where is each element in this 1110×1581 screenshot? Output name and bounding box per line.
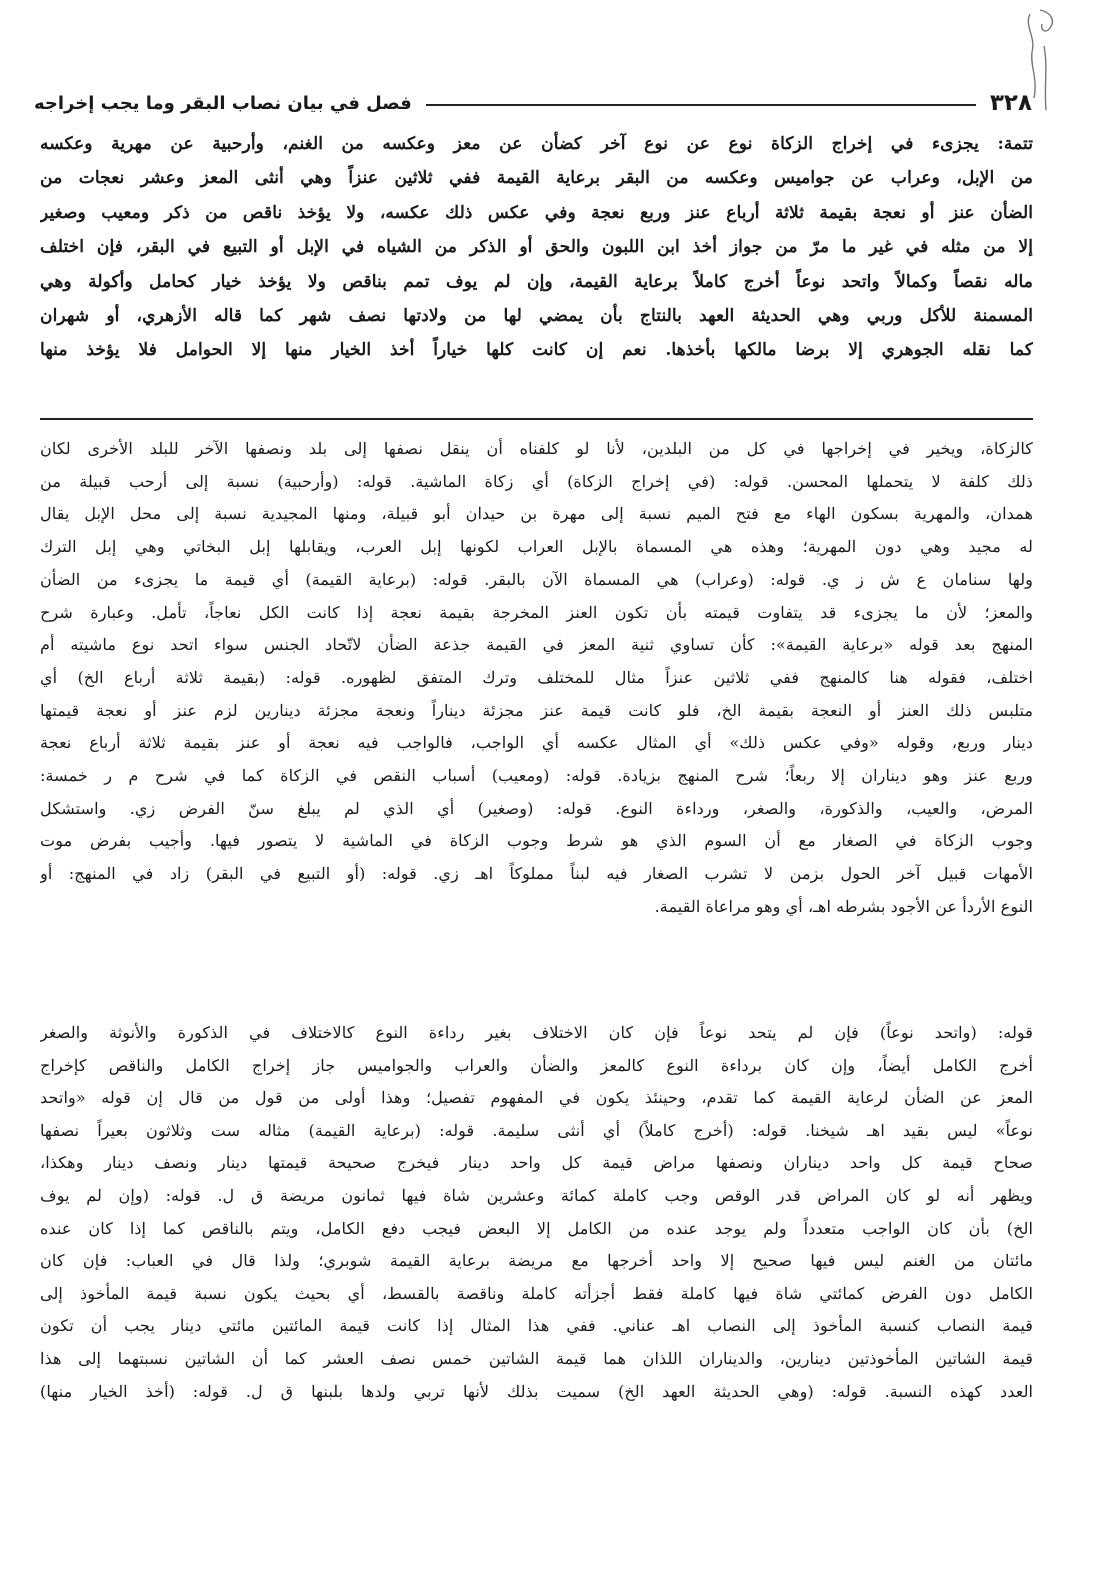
commentary-line: صحاح قيمة كل واحد ديناران ونصفها مراض قيمة كل واحد دينار فيخرج صحيحة قيمتها دينار ونصف دينار وهكذا،	[40, 1153, 1033, 1173]
commentary-line: كالزكاة، ويخير في إخراجها في كل من البلدين، لأنا لو كلفناه أن ينقل نصفها إلى بلد ونصفها الآخر للبلد الأخرى لكان	[40, 439, 1033, 458]
main-text-line: تتمة: يجزىء في إخراج الزكاة نوع عن نوع آخر كضأن عن معز وعكسه من الغنم، وأرحبية عن مهرية وعكسه	[40, 134, 1033, 154]
main-text-line: الضأن عنز أو نعجة بقيمة ثلاثة أرباع عنز وربع نعجة وفي عكس ذلك عكسه، ولا يؤخذ ناقص من ذكر ومعيب وصغير	[40, 202, 1033, 223]
page-header	[34, 86, 1032, 120]
commentary-line: وربع عنز وهو ديناران إلا ربعاً؛ شرح المنهج بزيادة. قوله: (ومعيب) أسباب النقص في الزكاة كما في شرح م ر خمسة:	[40, 766, 1033, 786]
commentary-line: أخرج الكامل أيضاً، وإن كان برداءة النوع كالمعز والضأن والعراب والجواميس جاز إخراج الكامل والناقص كإخراج	[40, 1055, 1033, 1075]
commentary-line: قيمة النصاب كنسبة المأخوذ إلى النصاب اهـ عناني. ففي هذا المثال إذا كانت قيمة المائتين مائتي دينار يجب أن تكون	[40, 1316, 1033, 1336]
main-text-line: المسمنة للأكل وربي وهي الحديثة العهد بالنتاج بأن يمضي لها من ولادتها نصف شهر كما قاله الأزهري، أو شهران	[40, 306, 1033, 327]
commentary-line: الخ) بأن كان الواجب متعدداً ولم يوجد عنده من الكامل إلا البعض فيجب دفع الكامل، ويتم بالناقص كما إذا كان عنده	[40, 1218, 1033, 1238]
commentary-line: المرض، والعيب، والذكورة، والصغر، ورداءة النوع. قوله: (وصغير) أي الذي لم يبلغ سنّ الفرض زي. واستشكل	[40, 798, 1033, 818]
main-text-line: كما نقله الجوهري إلا برضا مالكها بأخذها. نعم إن كانت كلها خياراً أخذ الخيار منها إلا الحوامل فلا يؤخذ منها	[40, 340, 1033, 361]
commentary-line: نوعاً» ليس بقيد اهـ شيخنا. قوله: (أخرج كاملاً) أي أنثى سليمة. قوله: (برعاية القيمة) مثاله ست وثلاثون بعيراً نصفها	[40, 1120, 1033, 1140]
commentary-line: ويظهر أنه لو كان المراض قدر الوقص وجب كاملة كمائة وعشرين شاة فيها ثمانون مريضة ق ل. قوله: (وإن لم يوف	[40, 1185, 1033, 1205]
commentary-section-1	[40, 433, 1033, 924]
page-number: ٣٢٨	[989, 90, 1032, 116]
header-rule	[426, 104, 976, 106]
commentary-line: دينار وربع، وقوله «وفي عكس ذلك» أي المثال عكسه أي الواجب، فالواجب فيه نعجة أو عنز بقيمة ثلاثة أرباع نعجة	[40, 733, 1033, 753]
commentary-line: النوع الأردأ عن الأجود بشرطه اهـ، أي وهو مراعاة القيمة.	[654, 896, 1033, 916]
commentary-line: العدد كهذه النسبة. قوله: (وهي الحديثة العهد الخ) سميت بذلك لأنها تربي ولدها بلبنها ق ل. قوله: (أخذ الخيار منها)	[40, 1381, 1033, 1401]
main-text-line: إلا من مثله في غير ما مرّ من جواز أخذ ابن اللبون والحق أو الذكر من الشياه في الإبل أو التبيع في البقر، فإن اختلف	[40, 237, 1033, 258]
commentary-line: الكامل دون الفرض كمائتي شاة فيها كاملة فقط أجزأته كاملة وناقصة بالقسط، أي بحيث يكون نسبة قيمة المأخوذ إلى	[40, 1283, 1033, 1303]
commentary-line: متلبس ذلك العنز أو النعجة بقيمة الخ، فلو كانت قيمة عنز مجزئة ديناراً ونعجة مجزئة دينارين لزم عنز أو نعجة قيمتها	[40, 700, 1033, 720]
commentary-line: له مجيد وهي دون المهرية؛ وهذه هي المسماة بالإبل العراب لكونها إبل العرب، ويقابلها إبل البخاتي وهي إبل الترك	[40, 537, 1033, 557]
commentary-line: اختلف، فقوله هنا كالمنهج ففي ثلاثين عنزاً مثال للمختلف وترك المتفق لظهوره. قوله: (بقيمة ثلاثة أرباع الخ) أي	[40, 667, 1033, 687]
commentary-line: مائتان من الغنم ليس فيها صحيح إلا واحد أخرجها مع مريضة برعاية القيمة شوبري؛ ولذا قال في العباب: فإن كان	[40, 1251, 1033, 1271]
commentary-line: المعز عن الضأن لرعاية القيمة كما تقدم، وحينئذ يكون في المفهوم تفصيل؛ وهذا أولى من قول من قال إن قوله «واتحد	[40, 1088, 1033, 1108]
commentary-line: قوله: (واتحد نوعاً) فإن لم يتحد نوعاً فإن كان الاختلاف بغير رداءة النوع كالاختلاف في الذكورة والأنوثة والصغر	[40, 1023, 1033, 1042]
text-divider	[40, 418, 1033, 420]
main-text-line: ماله نقصاً وكمالاً واتحد نوعاً أخرج كاملاً برعاية القيمة، وإن لم يوف تمم بناقص ولا يؤخذ خيار كحامل وأكولة وهي	[40, 271, 1033, 292]
running-title: فصل في بيان نصاب البقر وما يجب إخراجه	[34, 92, 412, 114]
commentary-line: وجوب الزكاة في الصغار مع أن السوم الذي هو شرط وجوب الزكاة في الماشية لا يتصور فيها. وأجيب بفرض موت	[40, 831, 1033, 851]
commentary-line: همدان، والمهرية بسكون الهاء مع فتح الميم نسبة إلى مهرة بن حيدان أبو قبيلة، ومنها المجيدية نسبة إلى محل الإبل يقال	[40, 504, 1033, 524]
commentary-section-2	[40, 1017, 1033, 1408]
main-text	[40, 127, 1033, 368]
commentary-line: قيمة الشاتين المأخوذتين دينارين، والديناران اللذان هما قيمة الشاتين خمس نصف العشر كما أن الشاتين نسبتهما إلى هذا	[40, 1348, 1033, 1368]
commentary-line: المنهج بعد قوله «برعاية القيمة»: كأن تساوي ثنية المعز في القيمة جذعة الضأن لاتّحاد الجنس سواء اتحد نوع ماشيته أم	[40, 635, 1033, 655]
main-text-line: من الإبل، وعراب عن جواميس وعكسه من البقر برعاية القيمة ففي ثلاثين عنزاً وهي أنثى المعز وعشر نعجات من	[40, 168, 1033, 189]
commentary-line: ذلك كلفة لا يتحملها المحسن. قوله: (في إخراج الزكاة) أي زكاة الماشية. قوله: (وأرحبية) نسبة إلى أرحب قبيلة من	[40, 471, 1033, 491]
commentary-line: ولها سنامان ع ش ز ي. قوله: (وعراب) هي المسماة الآن بالبقر. قوله: (برعاية القيمة) أي قيمة ما يجزىء من الضأن	[40, 569, 1033, 589]
commentary-line: الأمهات قبيل آخر الحول بزمن لا تشرب الصغار فيه لبناً مملوكاً اهـ زي. قوله: (أو التبيع في البقر) زاد في المنهج: أو	[40, 864, 1033, 884]
commentary-line: والمعز؛ لأن ما يجزىء قد يتفاوت قيمته بأن تكون العنز المخرجة بقيمة نعجة إذا كانت الكل نعاجاً، تأمل. وعبارة شرح	[40, 602, 1033, 622]
